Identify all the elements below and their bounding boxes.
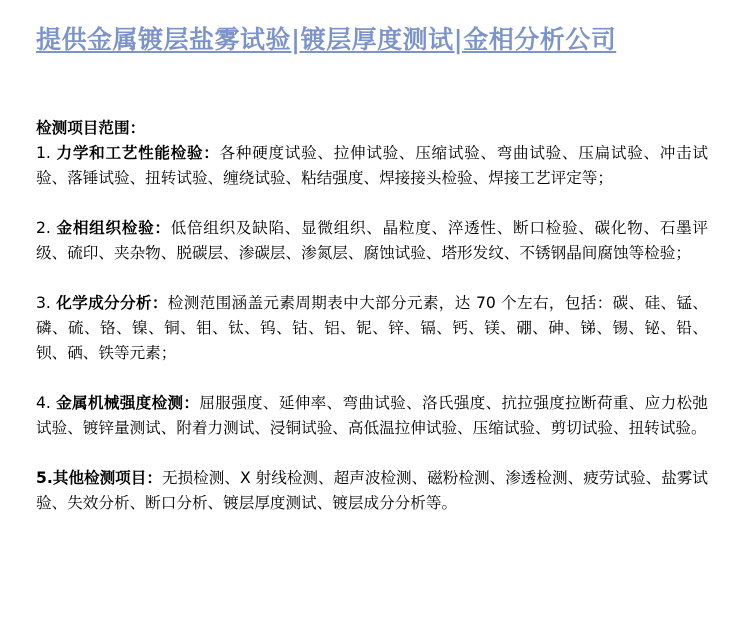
paragraph-gap (36, 441, 708, 466)
item-4-text: 屈服强度、延伸率、弯曲试验、洛氏强度、抗拉强度拉断荷重、应力松弛试验、镀锌量测试、附着力测试、浸铜试验、高低温拉伸试验、压缩试验、剪切试验、扭转试验。 (36, 394, 708, 437)
item-2 (36, 216, 708, 266)
item-1-number: 1. (36, 144, 57, 162)
page-title-link[interactable]: 提供金属镀层盐雾试验|镀层厚度测试|金相分析公司 (36, 25, 617, 54)
paragraph-gap (36, 266, 708, 291)
item-4-number: 4. (36, 394, 57, 412)
item-5-text: 无损检测、X 射线检测、超声波检测、磁粉检测、渗透检测、疲劳试验、盐雾试验、失效分析、断口分析、镀层厚度测试、镀层成分分析等。 (36, 469, 708, 512)
item-5 (36, 466, 708, 516)
item-1-label: 力学和工艺性能检验： (56, 144, 220, 162)
item-3 (36, 291, 708, 366)
item-3-text: 检测范围涵盖元素周期表中大部分元素，达 70 个左右，包括：碳、硅、锰、磷、硫、铬、镍、铜、钼、钛、钨、钴、铝、铌、锌、镉、钙、镁、硼、砷、锑、锡、铋、铅、钡、硒、铁等元素； (36, 294, 708, 362)
paragraph-gap (36, 366, 708, 391)
item-5-number: 5. (36, 469, 53, 487)
item-5-label: 其他检测项目： (52, 469, 162, 487)
item-2-number: 2. (36, 219, 57, 237)
section-heading: 检测项目范围： (36, 119, 146, 137)
item-2-label: 金相组织检验： (56, 219, 171, 237)
item-4 (36, 391, 708, 441)
content-body (36, 116, 708, 516)
paragraph-gap (36, 191, 708, 216)
item-3-number: 3. (36, 294, 57, 312)
item-2-text: 低倍组织及缺陷、显微组织、晶粒度、淬透性、断口检验、碳化物、石墨评级、硫印、夹杂物、脱碳层、渗碳层、渗氮层、腐蚀试验、塔形发纹、不锈钢晶间腐蚀等检验； (36, 219, 708, 262)
item-1 (36, 141, 708, 191)
item-3-label: 化学成分分析： (56, 294, 168, 312)
item-4-label: 金属机械强度检测： (56, 394, 200, 412)
item-1-text: 各种硬度试验、拉伸试验、压缩试验、弯曲试验、压扁试验、冲击试验、落锤试验、扭转试验、缠绕试验、粘结强度、焊接接头检验、焊接工艺评定等； (36, 144, 708, 187)
